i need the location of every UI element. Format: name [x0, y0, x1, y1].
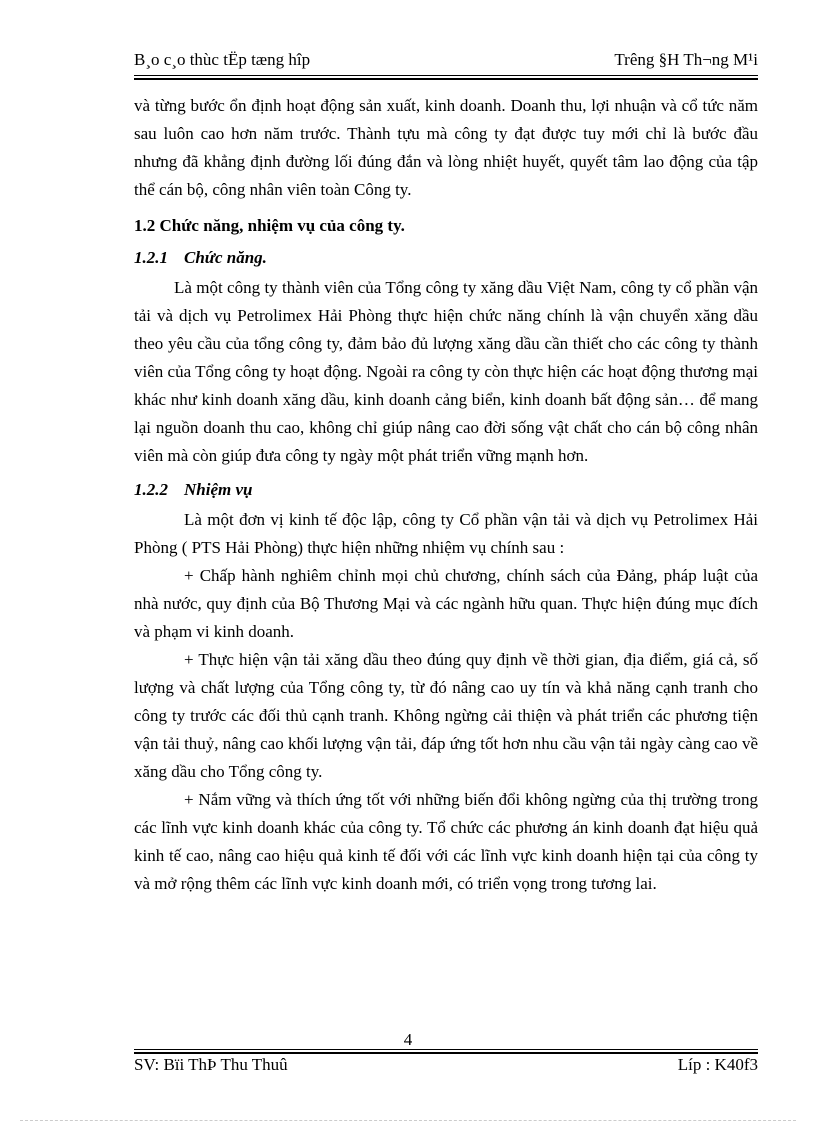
paragraph-duty-1: + Chấp hành nghiêm chỉnh mọi chủ chương, chính sách của Đảng, pháp luật của nhà nước, quy định của Bộ Thương Mại và các ngành hữu quan. Thực hiện đúng mục đích và phạm vi kinh doanh.: [134, 566, 758, 641]
subsection-heading-duties: [134, 476, 758, 504]
subsection-title: Nhiệm vụ: [184, 480, 253, 499]
paragraph-duty-3: + Nắm vững và thích ứng tốt với những biến đổi không ngừng của thị trường trong các lĩnh vực kinh doanh khác của công ty. Tổ chức các phương án kinh doanh đạt hiệu quả kinh tế cao, nâng cao hiệu quả kinh tế đối với các lĩnh vực kinh doanh hiện tại của công ty và mở rộng thêm các lĩnh vực kinh doanh mới, có triển vọng trong tương lai.: [134, 790, 758, 893]
footer-class: Líp : K40f3: [677, 1055, 758, 1074]
footer-student-name: SV: Bïi ThÞ Thu Thuû: [134, 1055, 288, 1074]
subsection-number: 1.2.1: [134, 248, 168, 267]
subsection-title: Chức năng.: [184, 248, 267, 267]
header-rule: [134, 75, 758, 80]
subsection-number: 1.2.2: [134, 480, 168, 499]
header-report-title: B¸o c¸o thùc tËp tæng hîp: [134, 50, 311, 69]
paragraph-function: Là một công ty thành viên của Tổng công ty xăng dầu Việt Nam, công ty cổ phần vận tải và dịch vụ Petrolimex Hải Phòng thực hiện chức năng chính là vận chuyển xăng dầu theo yêu cầu của tổng công ty, đảm bảo đủ lượng xăng dầu cần thiết cho các công ty thành viên của Tổng công ty hoạt động. Ngoài ra công ty còn thực hiện các hoạt động thương mại khác như kinh doanh xăng dầu, kinh doanh cảng biển, kinh doanh bất động sản… để mang lại nguồn doanh thu cao, không chỉ giúp nâng cao đời sống vật chất cho cán bộ công nhân viên mà còn giúp đưa công ty ngày một phát triển vững mạnh hơn.: [134, 278, 758, 465]
header-school-name: Trêng §H Th¬ng M¹i: [614, 50, 758, 69]
footer-rule: [134, 1049, 758, 1054]
paragraph-duty-2: + Thực hiện vận tải xăng dầu theo đúng quy định về thời gian, địa điểm, giá cả, số lượng và chất lượng của Tổng công ty, từ đó nâng cao uy tín và khả năng cạnh tranh cho công ty trước các đối thủ cạnh tranh. Không ngừng cải thiện và phát triển các phương tiện vận tải thuỷ, nâng cao khối lượng vận tải, đáp ứng tốt hơn nhu cầu vận tải ngày càng cao về xăng dầu cho Tổng công ty.: [134, 650, 758, 781]
page-body: [134, 92, 758, 898]
page-break-line: [20, 1120, 796, 1121]
page-number: 4: [403, 1030, 413, 1049]
subsection-heading-function: [134, 244, 758, 272]
paragraph-intro: và từng bước ổn định hoạt động sản xuất, kinh doanh. Doanh thu, lợi nhuận và cổ tức năm sau luôn cao hơn năm trước. Thành tựu mà công ty đạt được tuy mới chỉ là bước đầu nhưng đã khẳng định đường lối đúng đắn và lòng nhiệt huyết, quyết tâm lao động của tập thể cán bộ, công nhân viên toàn Công ty.: [134, 96, 758, 199]
paragraph-duties-intro: Là một đơn vị kinh tế độc lập, công ty Cổ phần vận tải và dịch vụ Petrolimex Hải Phòng ( PTS Hải Phòng) thực hiện những nhiệm vụ chính sau :: [134, 510, 758, 557]
page-footer: [134, 1055, 758, 1079]
section-heading: 1.2 Chức năng, nhiệm vụ của công ty.: [134, 216, 405, 235]
page-header: [134, 50, 758, 74]
